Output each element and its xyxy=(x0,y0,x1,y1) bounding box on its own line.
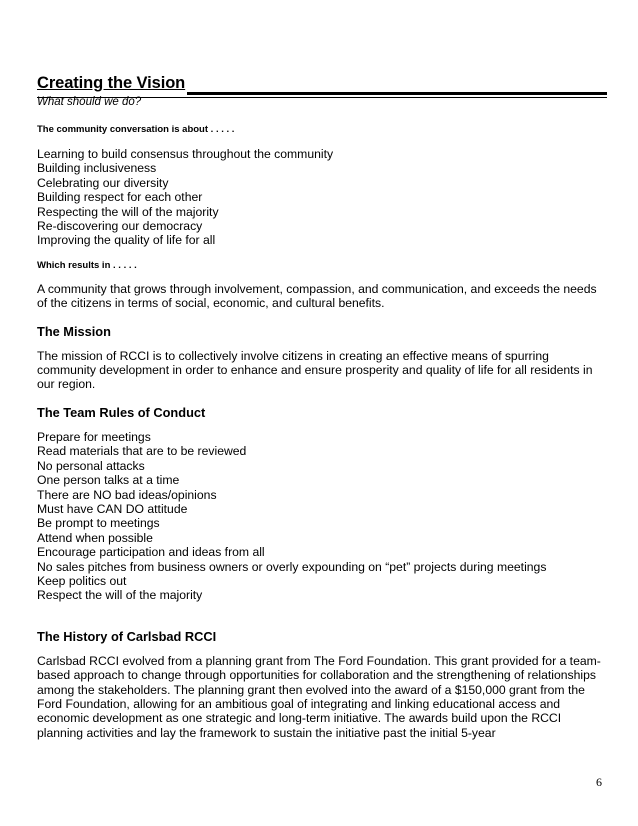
list-item: No sales pitches from business owners or overly expounding on “pet” projects during meetings xyxy=(37,559,547,574)
list-item: Keep politics out xyxy=(37,573,127,588)
history-heading: The History of Carlsbad RCCI xyxy=(37,628,217,644)
list-item: Improving the quality of life for all xyxy=(37,233,216,248)
document-page xyxy=(37,74,607,740)
list-item: There are NO bad ideas/opinions xyxy=(37,487,217,502)
list-item: Building inclusiveness xyxy=(37,161,157,176)
rules-list xyxy=(37,430,607,603)
mission-paragraph: The mission of RCCI is to collectively involve citizens in creating an effective means of spurring community development in order to enhance and ensure prosperity and quality of life for all residents in our region. xyxy=(37,348,593,392)
list-item: Celebrating our diversity xyxy=(37,175,169,190)
list-item: Encourage participation and ideas from all xyxy=(37,545,265,560)
page-subtitle: What should we do? xyxy=(37,96,142,108)
list-item: Attend when possible xyxy=(37,530,153,545)
mission-heading: The Mission xyxy=(37,323,111,339)
list-item: One person talks at a time xyxy=(37,473,180,488)
page-number: 6 xyxy=(596,775,602,789)
list-item: Read materials that are to be reviewed xyxy=(37,444,247,459)
title-rule-thick xyxy=(187,92,607,95)
list-item: Building respect for each other xyxy=(37,190,203,205)
list-item: Respecting the will of the majority xyxy=(37,204,219,219)
list-item: Respect the will of the majority xyxy=(37,588,203,603)
conversation-list xyxy=(37,147,607,248)
list-item: Learning to build consensus throughout the community xyxy=(37,147,334,161)
list-item: No personal attacks xyxy=(37,458,145,473)
results-paragraph: A community that grows through involvement, compassion, and communication, and exceeds the needs of the citizens in terms of social, economic, and cultural benefits. xyxy=(37,281,597,311)
list-item: Re-discovering our democracy xyxy=(37,219,203,234)
history-paragraph: Carlsbad RCCI evolved from a planning grant from The Ford Foundation. This grant provided for a team-based approach to change through opportunities for collaboration and the strengthening of relationships among the stakeholders. The planning grant then evolved into the award of a $150,000 grant from the Ford Foundation, allowing for an ambitious goal of integrating and linking educational access and economic development as one strategic and long-term initiative. The awards build upon the RCCI planning activities and lay the framework to sustain the initiative past the initial 5-year xyxy=(37,653,601,740)
list-item: Must have CAN DO attitude xyxy=(37,501,188,516)
rules-heading: The Team Rules of Conduct xyxy=(37,404,206,420)
conversation-lead: The community conversation is about . . . . . xyxy=(37,124,235,135)
page-title: Creating the Vision xyxy=(37,74,186,92)
title-block xyxy=(37,74,607,108)
list-item: Be prompt to meetings xyxy=(37,516,160,531)
results-lead: Which results in . . . . . xyxy=(37,259,137,271)
list-item: Prepare for meetings xyxy=(37,429,151,444)
